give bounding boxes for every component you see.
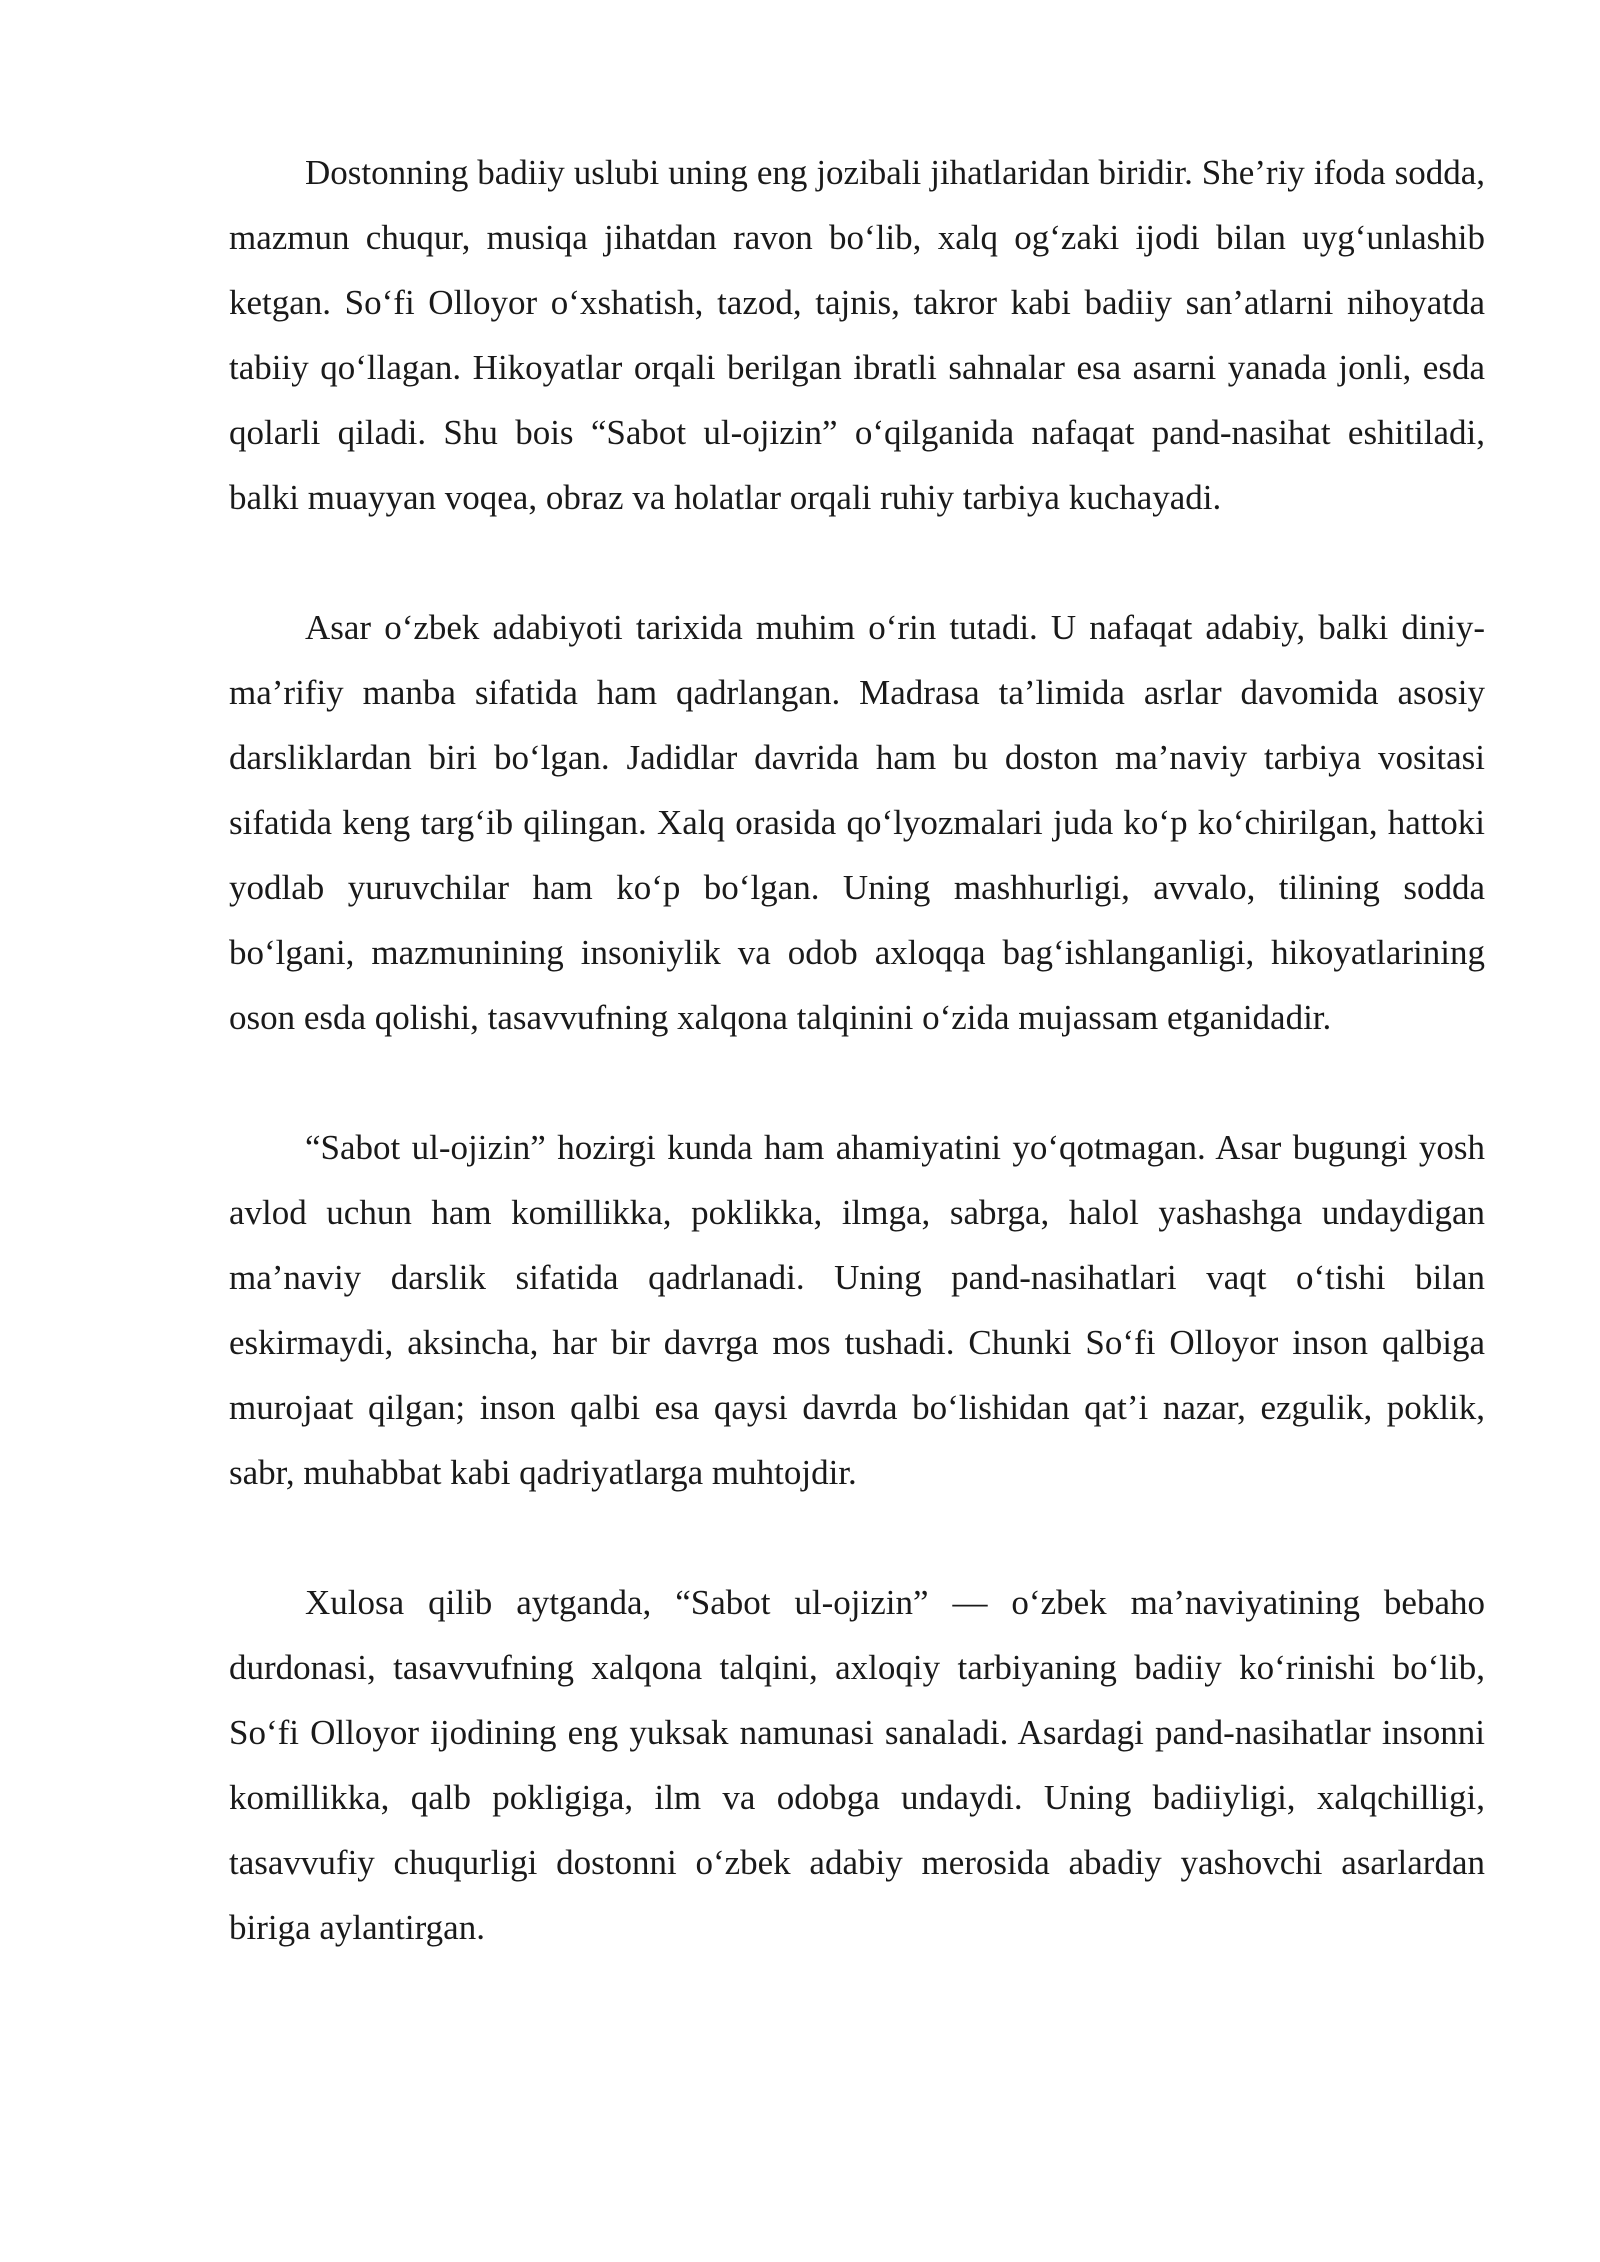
paragraph-conclusion: Xulosa qilib aytganda, “Sabot ul-ojizin” — o‘zbek ma’naviyatining bebaho durdonasi, tasavvufning xalqona talqini, axloqiy tarbiyaning badiiy ko‘rinishi bo‘lib, So‘fi Olloyor ijodining eng yuksak namunasi sanaladi. Asardagi pand-nasihatlar insonni komillikka, qalb pokligiga, ilm va odobga undaydi. Uning badiiyligi, xalqchilligi, tasavvufiy chuqurligi dostonni o‘zbek adabiy merosida abadiy yashovchi asarlardan biriga aylantirgan.: [229, 1583, 1485, 1947]
paragraph-literary-history: Asar o‘zbek adabiyoti tarixida muhim o‘rin tutadi. U nafaqat adabiy, balki diniy-ma’rifiy manba sifatida ham qadrlangan. Madrasa ta’limida asrlar davomida asosiy darsliklardan biri bo‘lgan. Jadidlar davrida ham bu doston ma’naviy tarbiya vositasi sifatida keng targ‘ib qilingan. Xalq orasida qo‘lyozmalari juda ko‘p ko‘chirilgan, hattoki yodlab yuruvchilar ham ko‘p bo‘lgan. Uning mashhurligi, avvalo, tilining sodda bo‘lgani, mazmunining insoniylik va odob axloqqa bag‘ishlanganligi, hikoyatlarining oson esda qolishi, tasavvufning xalqona talqinini o‘zida mujassam etganidadir.: [229, 608, 1485, 1037]
paragraph-modern-relevance: “Sabot ul-ojizin” hozirgi kunda ham ahamiyatini yo‘qotmagan. Asar bugungi yosh avlod uchun ham komillikka, poklikka, ilmga, sabrga, halol yashashga undaydigan ma’naviy darslik sifatida qadrlanadi. Uning pand-nasihatlari vaqt o‘tishi bilan eskirmaydi, aksincha, har bir davrga mos tushadi. Chunki So‘fi Olloyor inson qalbiga murojaat qilgan; inson qalbi esa qaysi davrda bo‘lishidan qat’i nazar, ezgulik, poklik, sabr, muhabbat kabi qadriyatlarga muhtojdir.: [229, 1128, 1485, 1492]
document-body: [229, 140, 1485, 2025]
paragraph-artistic-style: Dostonning badiiy uslubi uning eng jozibali jihatlaridan biridir. She’riy ifoda sodda, mazmun chuqur, musiqa jihatdan ravon bo‘lib, xalq og‘zaki ijodi bilan uyg‘unlashib ketgan. So‘fi Olloyor o‘xshatish, tazod, tajnis, takror kabi badiiy san’atlarni nihoyatda tabiiy qo‘llagan. Hikoyatlar orqali berilgan ibratli sahnalar esa asarni yanada jonli, esda qolarli qiladi. Shu bois “Sabot ul-ojizin” o‘qilganida nafaqat pand-nasihat eshitiladi, balki muayyan voqea, obraz va holatlar orqali ruhiy tarbiya kuchayadi.: [229, 153, 1485, 517]
